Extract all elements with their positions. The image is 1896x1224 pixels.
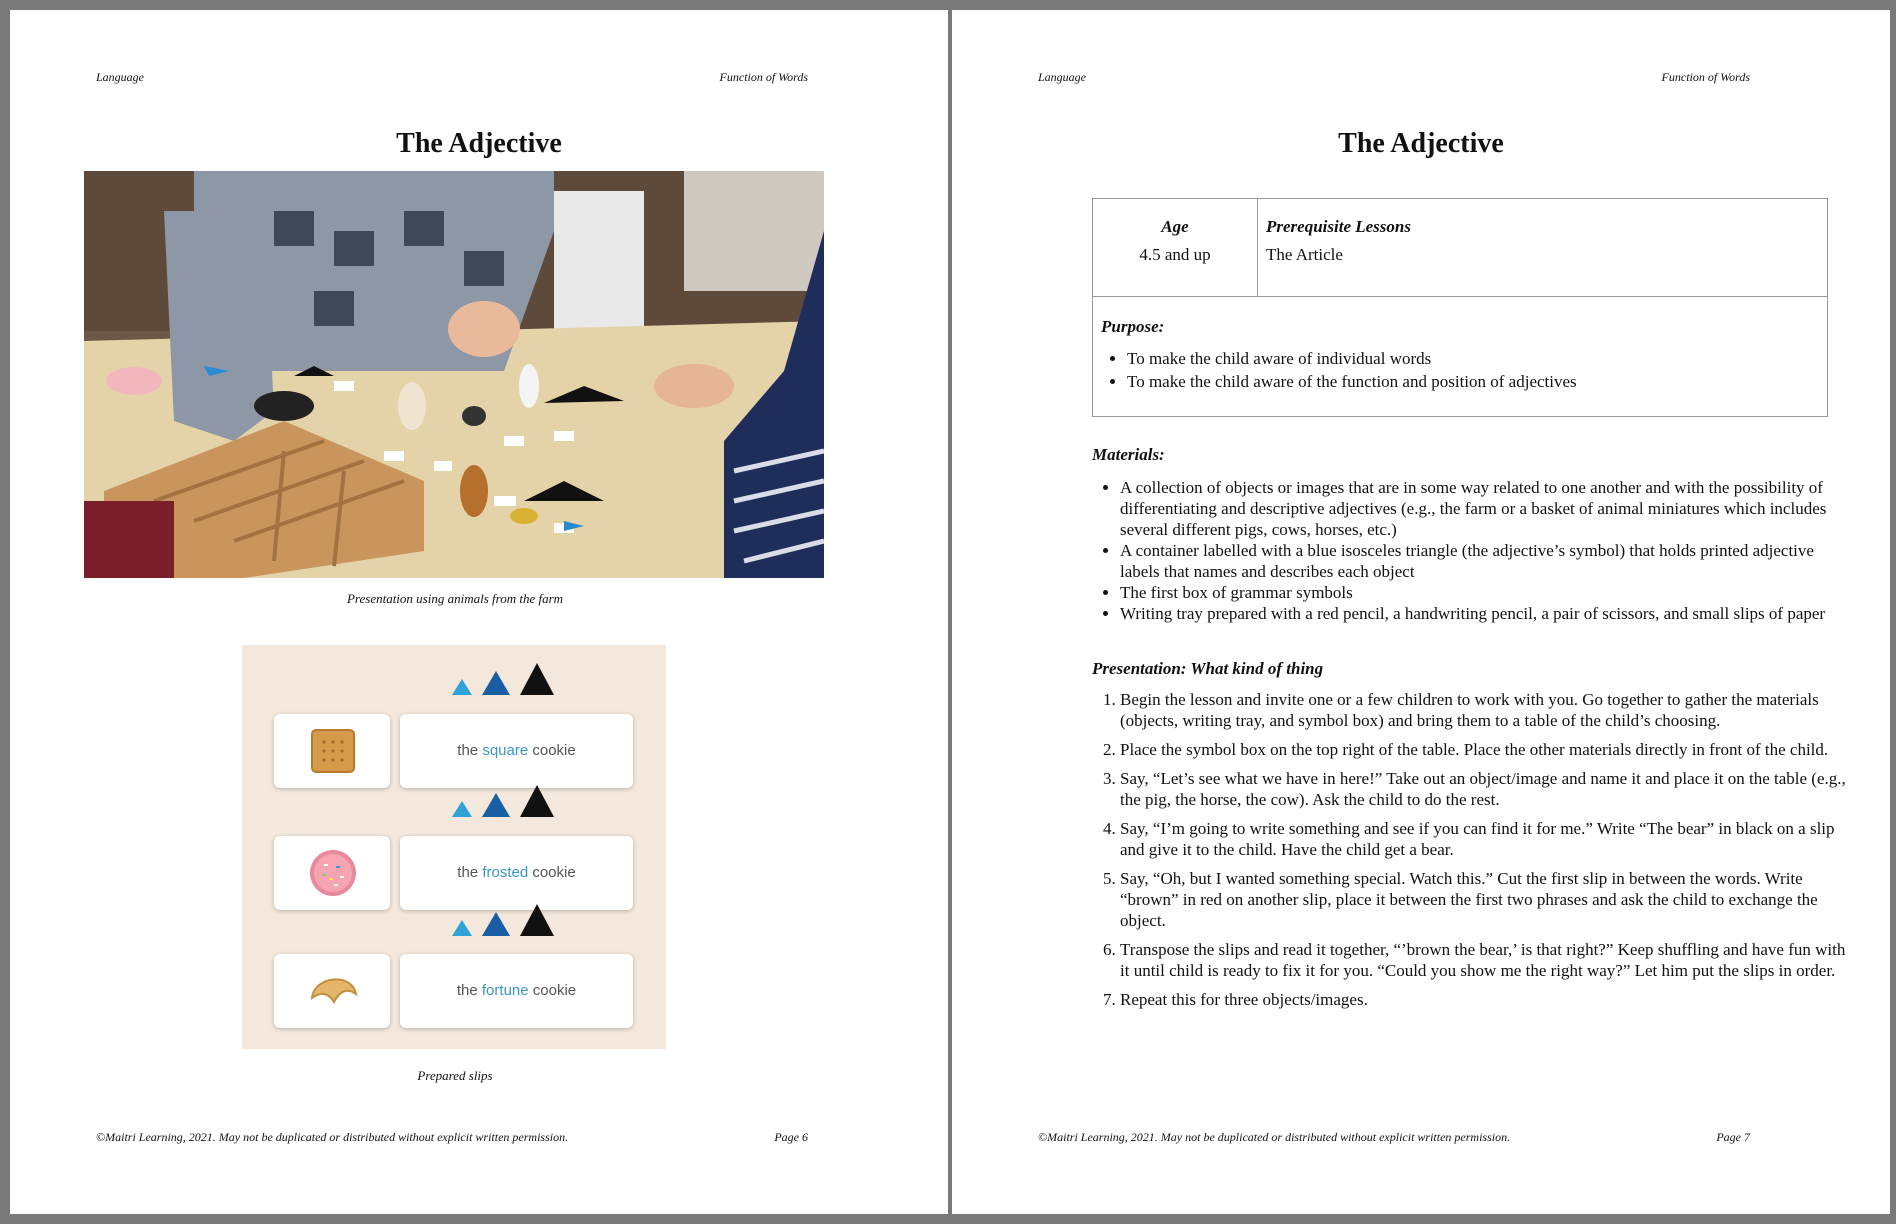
purpose-cell [1093,297,1828,417]
step-item: 7. Repeat this for three objects/images. [1120,989,1850,1010]
page-title: The Adjective [1338,128,1504,159]
age-value: 4.5 and up [1139,245,1211,264]
materials-list [1092,477,1850,624]
lesson-info-table [1092,198,1828,417]
step-item: 4. Say, “I’m going to write something and see if you can find it for me.” Write “The bear” in black on a slip and give it to the child. Have the child get a bear. [1120,818,1850,860]
step-item: 3. Say, “Let’s see what we have in here!” Take out an object/image and name it and place it on the table (e.g., the pig, the horse, the cow). Ask the child to do the rest. [1120,768,1850,810]
running-header-right: Function of Words [1661,70,1750,84]
age-cell [1093,199,1258,297]
age-label: Age [1161,217,1189,236]
presentation-heading: Presentation: What kind of thing [1092,659,1324,678]
slip-adjective: frosted [482,864,529,881]
adjective-symbols [452,904,562,938]
list-item: • Writing tray prepared with a red pencil, a handwriting pencil, a pair of scissors, and small slips of paper [1120,603,1850,624]
prerequisite-cell [1258,199,1828,297]
running-header-left: Language [1038,70,1086,84]
slips-caption: Prepared slips [417,1068,493,1083]
step-item: 5. Say, “Oh, but I wanted something special. Watch this.” Cut the first slip in between the words. Write “brown” in red on another slip, place it between the first two phrases and ask the child to exchange the object. [1120,868,1850,931]
list-item: • To make the child aware of the function and position of adjectives [1127,370,1819,393]
step-item: 1. Begin the lesson and invite one or a few children to work with you. Go together to gather the materials (objects, writing tray, and symbol box) and bring them to a table of the child’s choosing. [1120,689,1850,731]
cookie-image-card [274,954,390,1028]
cookie-image-card [274,836,390,910]
slip-card-1 [400,714,633,788]
prerequisite-value: The Article [1266,245,1343,264]
slip-noun: cookie [528,742,576,759]
list-item: • A container labelled with a blue isosceles triangle (the adjective’s symbol) that holds printed adjective labels that names and describes each object [1120,540,1850,582]
slip-article: the [456,982,482,999]
slip-noun: cookie [528,864,576,881]
list-item: • To make the child aware of individual words [1127,347,1819,370]
page-number: Page 6 [774,1130,808,1144]
step-item: 2. Place the symbol box on the top right of the table. Place the other materials directly in front of the child. [1120,739,1850,760]
slip-noun: cookie [528,982,577,999]
running-header-right: Function of Words [719,70,808,84]
purpose-label: Purpose: [1101,317,1165,336]
prepared-slips-image [242,645,666,1049]
materials-heading: Materials: [1092,445,1165,464]
prerequisite-label: Prerequisite Lessons [1266,217,1411,236]
adjective-symbols [452,663,562,697]
cookie-image-card [274,714,390,788]
slip-article: the [457,742,483,759]
page-number: Page 7 [1716,1130,1750,1144]
frosted-cookie-icon [274,836,390,910]
page-6 [10,10,948,1214]
slip-adjective: square [482,742,529,759]
copyright-footer: ©Maitri Learning, 2021. May not be duplicated or distributed without explicit written permission. [1038,1130,1511,1144]
copyright-footer: ©Maitri Learning, 2021. May not be duplicated or distributed without explicit written permission. [96,1130,569,1144]
classroom-photo [84,171,824,578]
adjective-symbols [452,785,562,819]
farm-presentation-illustration [84,171,824,578]
running-header-left: Language [96,70,144,84]
list-item: • The first box of grammar symbols [1120,582,1850,603]
page-title: The Adjective [396,128,562,159]
slip-adjective: fortune [481,982,529,999]
slip-article: the [457,864,483,881]
purpose-list [1101,347,1819,393]
photo-caption: Presentation using animals from the farm [346,591,564,606]
page-7 [952,10,1890,1214]
step-item: 6. Transpose the slips and read it together, “’brown the bear,’ is that right?” Keep shuffling and have fun with it until child is ready to fix it for you. “Could you show me the right way?” Let him put the slips in order. [1120,939,1850,981]
square-cookie-icon [274,714,390,788]
slip-card-3 [400,954,633,1028]
fortune-cookie-icon [274,954,390,1028]
presentation-steps [1092,689,1850,1018]
list-item: • A collection of objects or images that are in some way related to one another and with the possibility of differentiating and descriptive adjectives (e.g., the farm or a basket of animal miniatures which includes several different pigs, cows, horses, etc.) [1120,477,1850,540]
slip-card-2 [400,836,633,910]
